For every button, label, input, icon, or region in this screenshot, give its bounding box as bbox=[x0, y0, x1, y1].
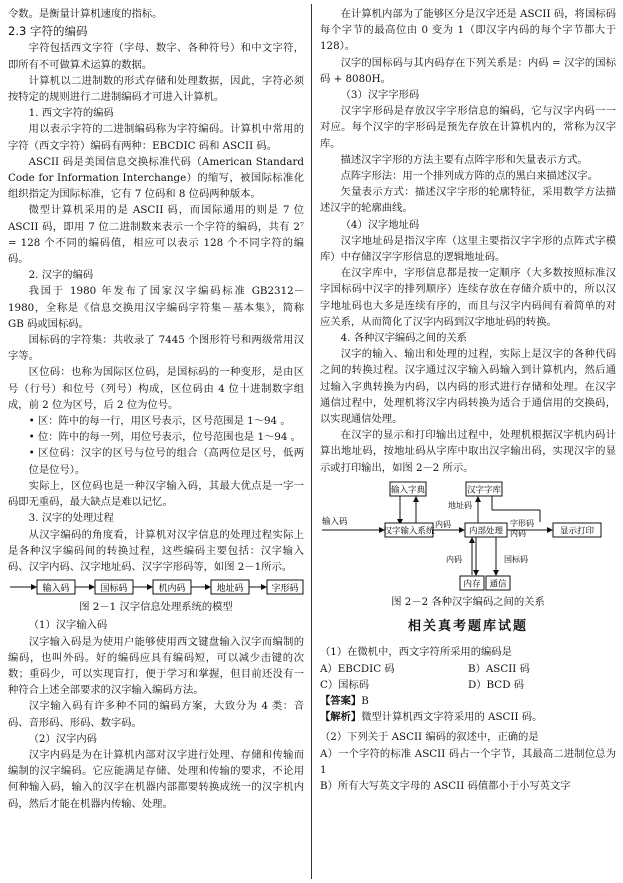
figure-caption: 图 2－1 汉字信息处理系统的模型 bbox=[79, 601, 233, 614]
exam-section-heading: 相关真考题库试题 bbox=[407, 619, 528, 635]
fig2-input-dict: 输入字典 bbox=[390, 485, 426, 496]
figure-2-2-diagram bbox=[320, 480, 616, 592]
paragraph: 汉字内码是为在计算机内部对汉字进行处理、存储和传输而编制的汉字编码。它应能满足存储、处理和传输的要求，不论用何种输入码，输入的汉字在机器内部都要转换成统一的汉字机内码，然后才能在机器内传输、处理。 bbox=[8, 748, 304, 810]
question-1: （1）在微机中，西文字符所采用的编码是 bbox=[320, 646, 512, 659]
subheading: （4）汉字地址码 bbox=[340, 218, 420, 231]
paragraph: 汉字字形码是存放汉字字形信息的编码，它与汉字内码一一对应。每个汉字的字形码是预先存放在计算机内的，常称为汉字库。 bbox=[320, 105, 616, 150]
paragraph: 在汉字库中，字形信息都是按一定顺序（大多数按照标准汉字国标码中汉字的排列顺序）连续存放在存储介质中的，所以汉字地址码也大多是连续有序的，而且与汉字内码间有着简单的对应关系，从而简化了汉字内码到汉字地址码的转换。 bbox=[320, 267, 616, 328]
option-d: D）BCD 码 bbox=[468, 678, 525, 691]
bullet-item: • 位：阵中的每一列，用位号表示，位号范围也是 1～94 。 bbox=[28, 431, 301, 444]
paragraph: 汉字的输入、输出和处理的过程，实际上是汉字的各种代码之间的转换过程。汉字通过汉字输入码输入到计算机内，然后通过输入字典转换为内码，以内码的形式进行存储和处理。在汉字通信过程中，处理机将汉字内码转换为适合于通信用的交换码，以实现通信处理。 bbox=[320, 348, 616, 426]
subheading: （3）汉字字形码 bbox=[340, 89, 420, 102]
paragraph: 我国于 1980 年发布了国家汉字编码标准 GB2312－1980，全称是《信息交换用汉字编码字符集－基本集》，简称 GB 码或国标码。 bbox=[8, 285, 304, 330]
paragraph: 实际上，区位码也是一种汉字输入码，其最大优点是一字一码即无重码，最大缺点是难以记忆。 bbox=[8, 479, 304, 509]
fig2-neima2-label: 内码 bbox=[510, 528, 526, 538]
fig1-box-address: 地址码 bbox=[216, 584, 244, 595]
paragraph: 用以表示字符的二进制编码称为字符编码。计算机中常用的字符（西文字符）编码有两种：EBCDIC 码和 ASCII 码。 bbox=[8, 123, 304, 152]
fig2-input-system: 汉字输入系统 bbox=[383, 526, 435, 537]
paragraph: 字符包括西文字符（字母、数字、各种符号）和中文字符，即所有不可做算术运算的数据。 bbox=[8, 42, 304, 71]
answer-line bbox=[320, 693, 616, 709]
answer-value: B bbox=[361, 694, 369, 707]
figure-caption: 图 2－2 各种汉字编码之间的关系 bbox=[391, 595, 545, 608]
paragraph: 点阵字形法：用一个排列成方阵的点的黑白来描述汉字。 bbox=[340, 170, 599, 183]
answer-label: 【答案】 bbox=[320, 694, 362, 707]
fig2-communication: 通信 bbox=[489, 579, 507, 590]
question-2-option-a: A）一个字符的标准 ASCII 码占一个字节，其最高二进制位总为 1 bbox=[320, 747, 616, 776]
fig2-memory: 内存 bbox=[463, 579, 481, 590]
option-c: C）国标码 bbox=[320, 678, 370, 691]
left-column bbox=[8, 6, 304, 812]
explanation-label: 【解析】 bbox=[320, 711, 362, 724]
paragraph: 矢量表示方式：描述汉字字形的轮廓特征，采用数学方法描述汉字的轮廓曲线。 bbox=[320, 186, 616, 215]
section-title: 2.3 字符的编码 bbox=[8, 24, 88, 39]
bullet-item: • 区位码：汉字的区号与位号的组合（高两位是区号，低两位是位号）。 bbox=[28, 447, 304, 476]
right-column bbox=[320, 6, 616, 794]
paragraph: 从汉字编码的角度看，计算机对汉字信息的处理过程实际上是各种汉字编码间的转换过程，这些编码主要包括：汉字输入码、汉字内码、汉字地址码、汉字字形码等，如图 2－1所示。 bbox=[8, 528, 304, 573]
paragraph: 微型计算机采用的是 ASCII 码，而国际通用的则是 7 位 ASCII 码，即用 7 位二进制数来表示一个字符的编码，共有 2⁷ = 128 个不同的编码值，相应可以表示 128 个不同字符的编码。 bbox=[8, 204, 304, 266]
explanation-text: 微型计算机西文字符采用的 ASCII 码。 bbox=[361, 711, 543, 724]
fig2-neima3-label: 内码 bbox=[446, 554, 462, 564]
paragraph: 汉字地址码是指汉字库（这里主要指汉字字形的点阵式字模库）中存储汉字字形信息的逻辑地址码。 bbox=[320, 234, 616, 264]
fig2-display-print: 显示打印 bbox=[559, 526, 595, 537]
column-divider bbox=[311, 4, 312, 879]
question-1-options-ab bbox=[320, 661, 616, 677]
fig2-neima-label: 内码 bbox=[435, 519, 451, 529]
paragraph: 在汉字的显示和打印输出过程中，处理机根据汉字机内码计算出地址码，按地址码从字库中取出汉字输出码，实现汉字的显示或打印输出，如图 2－2 所示。 bbox=[320, 429, 616, 474]
subheading: 4. 各种汉字编码之间的关系 bbox=[340, 332, 467, 345]
option-b: B）ASCII 码 bbox=[468, 662, 530, 675]
subheading: （1）汉字输入码 bbox=[28, 619, 108, 632]
figure-2-1-diagram bbox=[8, 577, 304, 597]
fig2-hanzi-lib: 汉字字库 bbox=[466, 485, 502, 496]
fig1-box-glyph: 字形码 bbox=[271, 584, 299, 595]
question-1-options-cd bbox=[320, 677, 616, 693]
paragraph: 汉字输入码是为使用户能够使用西文键盘输入汉字而编制的编码，也叫外码。好的编码应具有编码短，可以减少击键的次数；重码少，可以实现盲打，便于学习和掌握，但目前还没有一种符合上述全部要求的汉字输入编码方法。 bbox=[8, 635, 304, 697]
fig2-guobiao-label: 国标码 bbox=[504, 554, 528, 564]
fig1-box-guobiao: 国标码 bbox=[100, 584, 128, 595]
paragraph: 国标码的字符集：共收录了 7445 个图形符号和两级常用汉字等。 bbox=[8, 334, 304, 363]
question-2: （2）下列关于 ASCII 编码的叙述中，正确的是 bbox=[320, 731, 539, 744]
fig2-inputcode-label: 输入码 bbox=[322, 516, 348, 527]
paragraph: 描述汉字字形的方法主要有点阵字形和矢量表示方式。 bbox=[340, 153, 588, 166]
paragraph: 汉字输入码有许多种不同的编码方案，大致分为 4 类：音码、音形码、形码、数字码。 bbox=[8, 700, 304, 729]
paragraph: 计算机以二进制数的形式存储和处理数据，因此，字符必须按特定的规则进行二进制编码才可进入计算机。 bbox=[8, 74, 304, 104]
question-2-option-b: B）所有大写英文字母的 ASCII 码值都小于小写英文字 bbox=[320, 779, 571, 792]
subheading: （2）汉字内码 bbox=[28, 732, 97, 745]
paragraph: 区位码：也称为国际区位码，是国标码的一种变形，是由区号（行号）和位号（列号）构成，区位码由 4 位十进制数字组成，前 2 位为区号，后 2 位为位号。 bbox=[8, 366, 304, 411]
subheading: 2. 汉字的编码 bbox=[28, 269, 94, 282]
option-a: A）EBCDIC 码 bbox=[320, 662, 395, 675]
fig2-glyph-label: 字形码 bbox=[510, 518, 534, 528]
subheading: 3. 汉字的处理过程 bbox=[28, 512, 114, 525]
fig1-box-input: 输入码 bbox=[42, 584, 70, 595]
fig2-internal-processing: 内部处理 bbox=[468, 526, 504, 537]
fig2-address-label: 地址码 bbox=[448, 500, 472, 510]
fig1-box-jineima: 机内码 bbox=[158, 584, 186, 595]
paragraph: 汉字的国标码与其内码存在下列关系是：内码 = 汉字的国标码 + 8080H。 bbox=[320, 56, 616, 85]
subheading: 1. 西文字符的编码 bbox=[28, 107, 114, 120]
paragraph: 在计算机内部为了能够区分是汉字还是 ASCII 码，将国标码每个字节的最高位由 0 变为 1（即汉字内码的每个字节都大于 128）。 bbox=[320, 8, 616, 53]
bullet-item: • 区：阵中的每一行，用区号表示，区号范围是 1～94 。 bbox=[28, 415, 291, 428]
paragraph: ASCII 码是美国信息交换标准代码（American Standard Code for Information Interchange）的缩写，被国际标准化组织指定为国际标准，它有 7 位码和 8 位码两种版本。 bbox=[8, 155, 304, 201]
explanation-line bbox=[320, 709, 616, 725]
intro-text: 令数。是衡量计算机速度的指标。 bbox=[8, 8, 163, 20]
